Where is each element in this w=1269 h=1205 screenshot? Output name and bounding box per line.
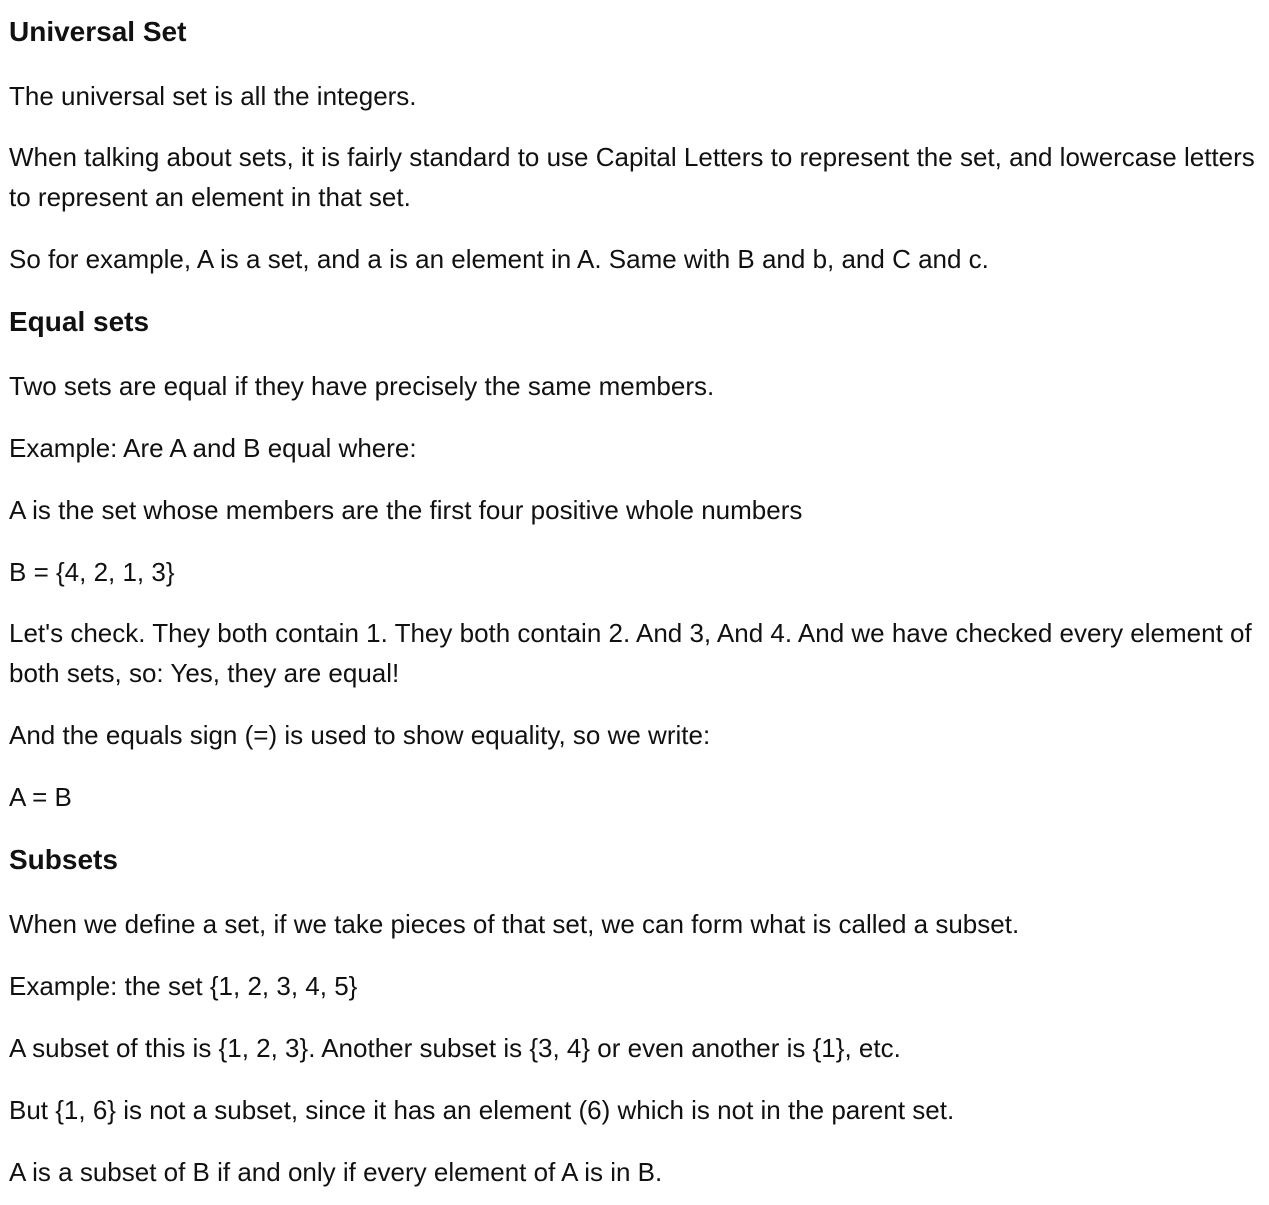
paragraph: When we define a set, if we take pieces of that set, we can form what is called a subset. <box>9 909 1020 939</box>
paragraph: When talking about sets, it is fairly standard to use Capital Letters to represent the set, and lowercase letters to represent an element in that set. <box>9 142 1255 212</box>
paragraph: Example: the set {1, 2, 3, 4, 5} <box>9 971 358 1001</box>
paragraph: Let's check. They both contain 1. They both contain 2. And 3, And 4. And we have checked every element of both sets, so: Yes, they are equal! <box>9 618 1252 688</box>
set-expression: B = {4, 2, 1, 3} <box>9 557 175 587</box>
paragraph: And the equals sign (=) is used to show equality, so we write: <box>9 720 711 750</box>
set-expression: A = B <box>9 782 72 812</box>
paragraph: A is the set whose members are the first four positive whole numbers <box>9 495 803 525</box>
section-heading-subsets: Subsets <box>9 844 118 875</box>
section-heading-equal-sets: Equal sets <box>9 306 150 337</box>
paragraph: The universal set is all the integers. <box>9 81 417 111</box>
paragraph: A subset of this is {1, 2, 3}. Another subset is {3, 4} or even another is {1}, etc. <box>9 1033 901 1063</box>
paragraph: Example: Are A and B equal where: <box>9 433 417 463</box>
paragraph: But {1, 6} is not a subset, since it has an element (6) which is not in the parent set. <box>9 1095 955 1125</box>
paragraph: Two sets are equal if they have precisely the same members. <box>9 371 715 401</box>
paragraph: So for example, A is a set, and a is an element in A. Same with B and b, and C and c. <box>9 244 989 274</box>
paragraph: A is a subset of B if and only if every element of A is in B. <box>9 1157 663 1187</box>
section-heading-universal-set: Universal Set <box>9 16 187 47</box>
